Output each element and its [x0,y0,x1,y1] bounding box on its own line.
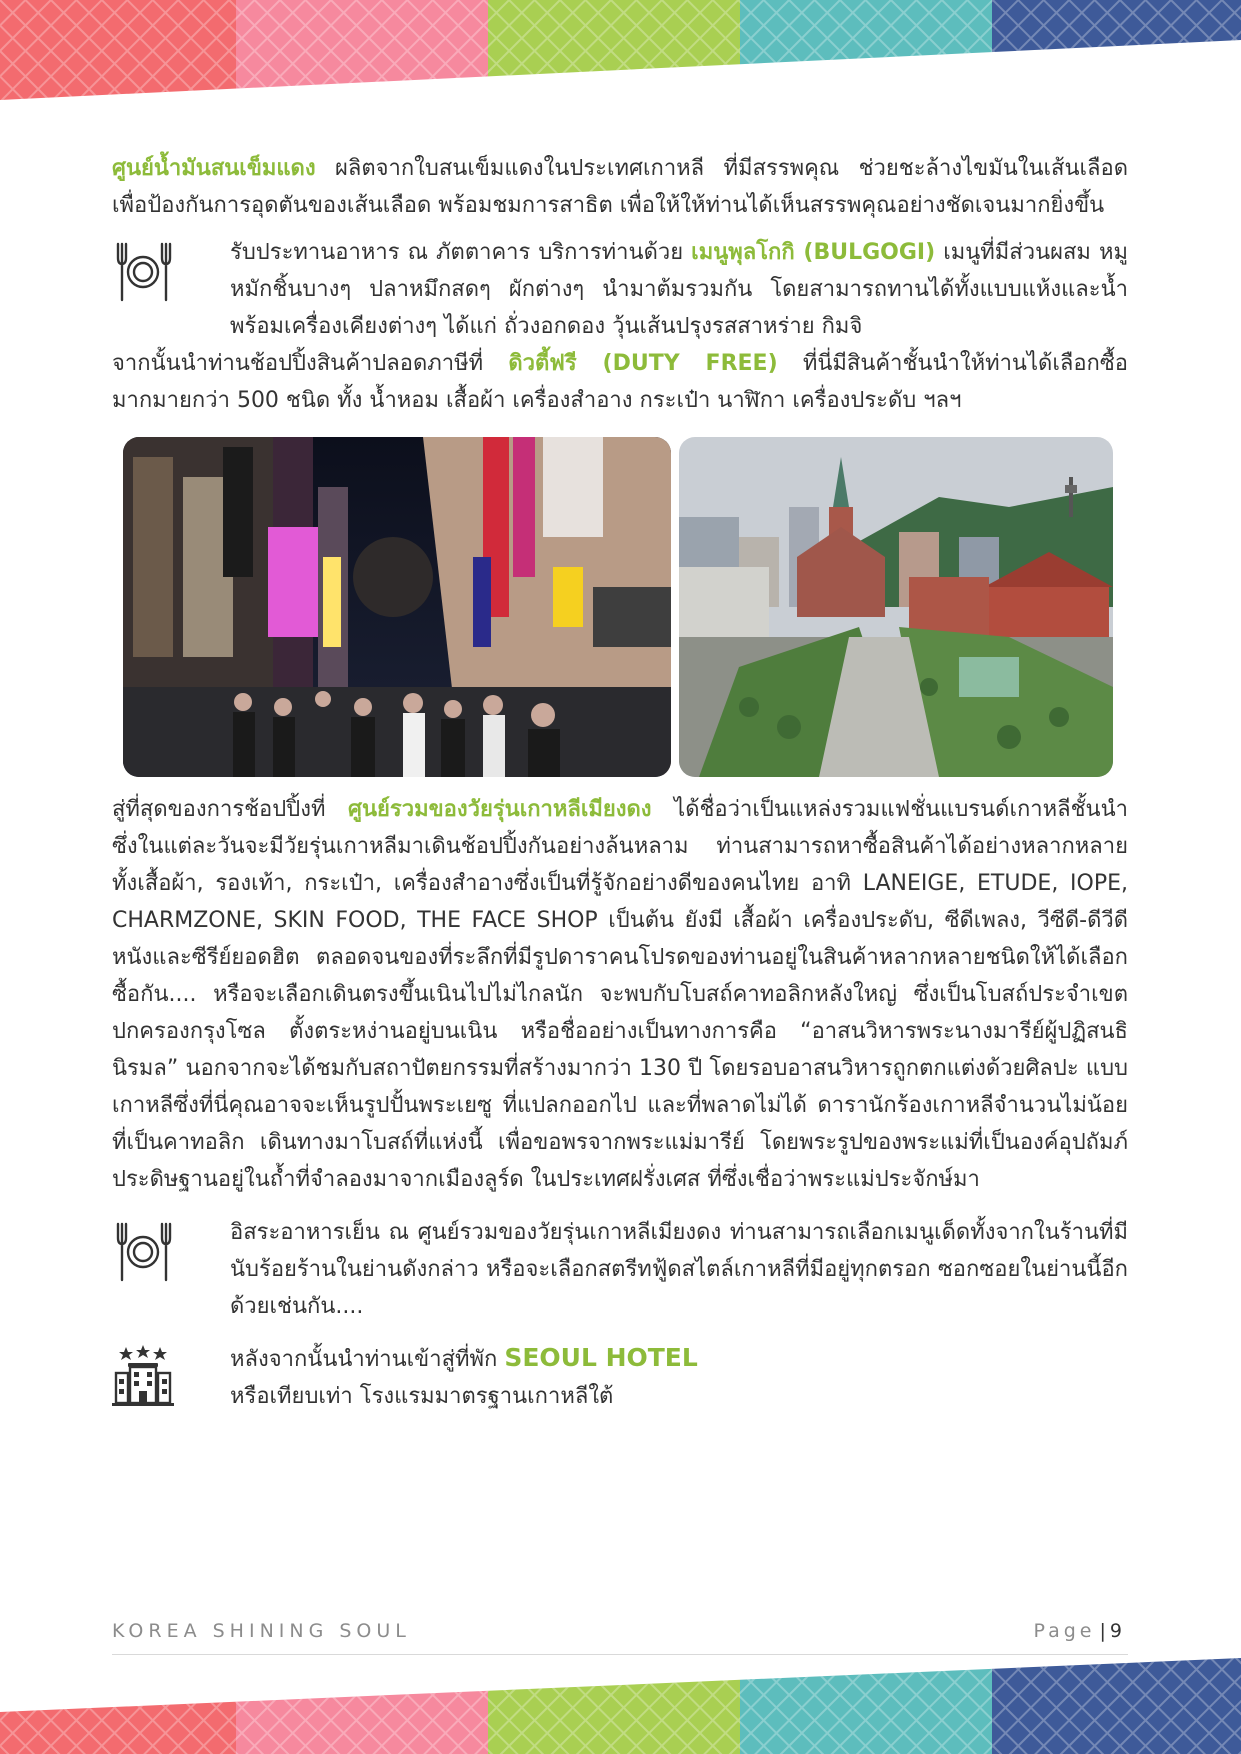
dinner-item [112,1214,1128,1325]
lunch-item [112,234,1128,345]
page-number: 9 [1109,1620,1122,1642]
dining-icon [112,1214,230,1294]
footer-brand: KOREA SHINING SOUL [112,1620,411,1642]
myeongdong-text-before: สู่ที่สุดของการช้อปปิ้งที่ [112,797,349,822]
top-pattern-band [0,0,1241,110]
lunch-text-after: เมนูที่มีส่วนผสม หมูหมักชิ้นบางๆ ปลาหมึกสดๆ ผักต่างๆ นำมาต้มรวมกัน โดยสามารถทานได้ทั้งแบบแห้งและน้ำ พร้อมเครื่องเคียงต่างๆ ได้แก่ ถั่วงอกดอง วุ้นเส้นปรุงรสสาหร่าย กิมจิ [230,240,1128,339]
hotel-line-2: หรือเทียบเท่า โรงแรมมาตรฐานเกาหลีใต้ [230,1384,614,1409]
paragraph-myeongdong [112,791,1128,1198]
dining-icon [112,234,230,314]
bottom-pattern-band [0,1644,1241,1754]
highlight-bulgogi: เมนูพุลโกกิ (BULGOGI) [691,240,936,265]
hotel-text [230,1339,1128,1415]
duty-free-text-after: ที่นี่มีสินค้าชั้นนำให้ท่านได้เลือกซื้อมากมายกว่า 500 ชนิด ทั้ง น้ำหอม เสื้อผ้า เครื่องสำอาง กระเป๋า นาฬิกา เครื่องประดับ ฯลฯ [112,351,1128,413]
dinner-text: อิสระอาหารเย็น ณ ศูนย์รวมของวัยรุ่นเกาหลีเมียงดง ท่านสามารถเลือกเมนูเด็ดทั้งจากในร้านที่มีนับร้อยร้านในย่านดังกล่าว หรือจะเลือกสตรีทฟู้ดสไตล์เกาหลีที่มีอยู่ทุกตรอก ซอกซอยในย่านนี้อีกด้วยเช่นกัน.... [230,1220,1128,1319]
page-content [112,150,1128,1419]
highlight-seoul-hotel: SEOUL HOTEL [504,1343,698,1372]
highlight-duty-free: ดิวตี้ฟรี (DUTY FREE) [508,351,778,376]
photo-row [123,437,1113,777]
paragraph-red-pine-oil [112,150,1128,224]
hotel-text-before: หลังจากนั้นนำท่านเข้าสู่ที่พัก [230,1347,505,1372]
myeongdong-street-photo [123,437,671,777]
lunch-text [230,234,1128,345]
myeongdong-cathedral-photo [679,437,1113,777]
hotel-line-1 [230,1339,1128,1378]
duty-free-text-before: จากนั้นนำท่านช้อปปิ้งสินค้าปลอดภาษีที่ [112,351,509,376]
myeongdong-text-after: ได้ชื่อว่าเป็นแหล่งรวมแฟชั่นแบรนด์เกาหลีชั้นนำ ซึ่งในแต่ละวันจะมีวัยรุ่นเกาหลีมาเดินช้อปปิ้งกันอย่างล้นหลาม ท่านสามารถหาซื้อสินค้าได้อย่างหลากหลายทั้งเสื้อผ้า, รองเท้า, กระเป๋า, เครื่องสำอางซึ่งเป็นที่รู้จักอย่างดีของคนไทย อาทิ LANEIGE, ETUDE, IOPE, CHARMZONE, SKIN FOOD, THE FACE SHOP เป็นต้น ยังมี เสื้อผ้า เครื่องประดับ, ซีดีเพลง, วีซีดี-ดีวีดีหนังและซีรีย์ยอดฮิต ตลอดจนของที่ระลึกที่มีรูปดาราคนโปรดของท่านอยู่ในสินค้าหลากหลายชนิดให้ได้เลือกซื้อกัน.... หรือจะเลือกเดินตรงขึ้นเนินไปไม่ไกลนัก จะพบกับโบสถ์คาทอลิกหลังใหญ่ ซึ่งเป็นโบสถ์ประจำเขตปกครองกรุงโซล ตั้งตระหง่านอยู่บนเนิน หรือชื่ออย่างเป็นทางการคือ “อาสนวิหารพระนางมารีย์ผู้ปฏิสนธินิรมล” นอกจากจะได้ชมกับสถาปัตยกรรมที่สร้างมากว่า 130 ปี โดยรอบอาสนวิหารถูกตกแต่งด้วยศิลปะ แบบเกาหลีซึ่งที่นี่คุณอาจจะเห็นรูปปั้นพระเยซู ที่แปลกออกไป และที่พลาดไม่ได้ ดารานักร้องเกาหลีจำนวนไม่น้อยที่เป็นคาทอลิก เดินทางมาโบสถ์ที่แห่งนี้ เพื่อขอพรจากพระแม่มารีย์ โดยพระรูปของพระแม่ที่เป็นองค์อุปถัมภ์ประดิษฐานอยู่ในถ้ำที่จำลองมาจากเมืองลูร์ด ในประเทศฝรั่งเศส ที่ซึ่งเชื่อว่าพระแม่ประจักษ์มา [112,797,1128,1192]
hotel-icon [112,1339,230,1419]
highlight-myeongdong: ศูนย์รวมของวัยรุ่นเกาหลีเมียงดง [348,797,652,822]
highlight-red-pine-oil: ศูนย์น้ำมันสนเข็มแดง [112,156,316,181]
lunch-text-before: รับประทานอาหาร ณ ภัตตาคาร บริการท่านด้วย [230,240,692,265]
hotel-item [112,1339,1128,1419]
page-separator: | [1099,1620,1106,1642]
footer-page [1034,1620,1123,1642]
paragraph-duty-free [112,345,1128,419]
page-label: Page [1033,1620,1096,1642]
paragraph-text: ผลิตจากใบสนเข็มแดงในประเทศเกาหลี ที่มีสรรพคุณ ช่วยชะล้างไขมันในเส้นเลือด เพื่อป้องกันการอุดตันของเส้นเลือด พร้อมชมการสาธิต เพื่อให้ให้ท่านได้เห็นสรรพคุณอย่างชัดเจนมากยิ่งขึ้น [112,156,1128,218]
